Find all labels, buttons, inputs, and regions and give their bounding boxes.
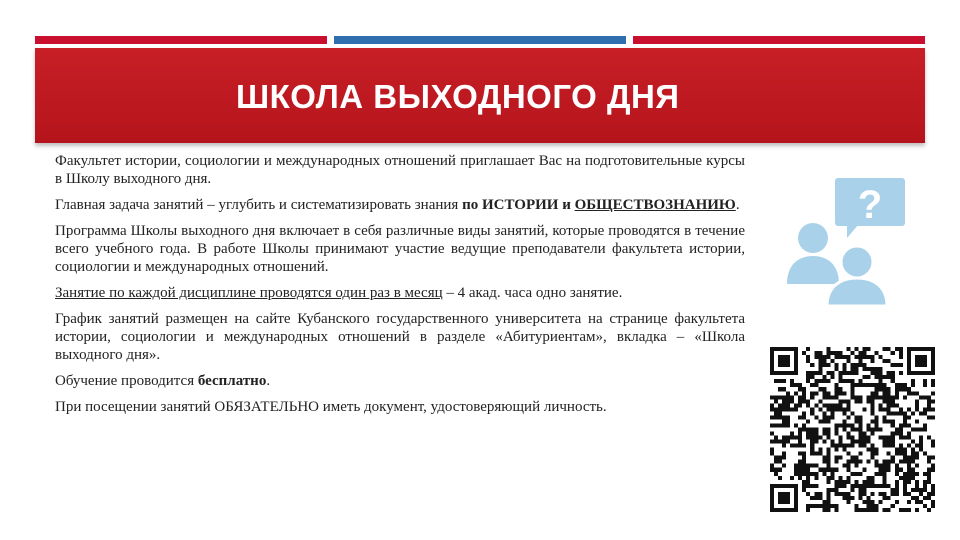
- paragraph-document: При посещении занятий ОБЯЗАТЕЛЬНО иметь документ, удостоверяющий личность.: [55, 399, 607, 415]
- people-question-icon: [785, 178, 905, 308]
- qr-code-icon: [770, 347, 935, 512]
- top-stripe-middle: [334, 36, 626, 44]
- paragraph-goal: Главная задача занятий – углубить и систематизировать знания по ИСТОРИИ и ОБЩЕСТВОЗНАНИЮ.: [55, 197, 740, 213]
- svg-text:?: ?: [857, 183, 883, 227]
- top-stripe-left: [35, 36, 327, 44]
- page-title: ШКОЛА ВЫХОДНОГО ДНЯ: [236, 78, 680, 115]
- paragraph-program: Программа Школы выходного дня включает в себя различные виды занятий, которые проводятся в течение всего учебного года. В работе Школы принимают участие ведущие преподаватели факультета истории, социологии и международных отношений.: [55, 223, 745, 275]
- paragraph-free: Обучение проводится бесплатно.: [55, 373, 271, 389]
- content-body: [55, 152, 745, 424]
- paragraph-invitation: Факультет истории, социологии и международных отношений приглашает Вас на подготовительные курсы в Школу выходного дня.: [55, 153, 745, 187]
- paragraph-schedule-frequency: Занятие по каждой дисциплине проводятся один раз в месяц – 4 акад. часа одно занятие.: [55, 285, 623, 301]
- paragraph-schedule-location: График занятий размещен на сайте Кубанского государственного университета на странице факультета истории, социологии и международных отношений в разделе «Абитуриентам», вкладка – «Школа выходного дня».: [55, 311, 745, 363]
- top-stripe-right: [633, 36, 925, 44]
